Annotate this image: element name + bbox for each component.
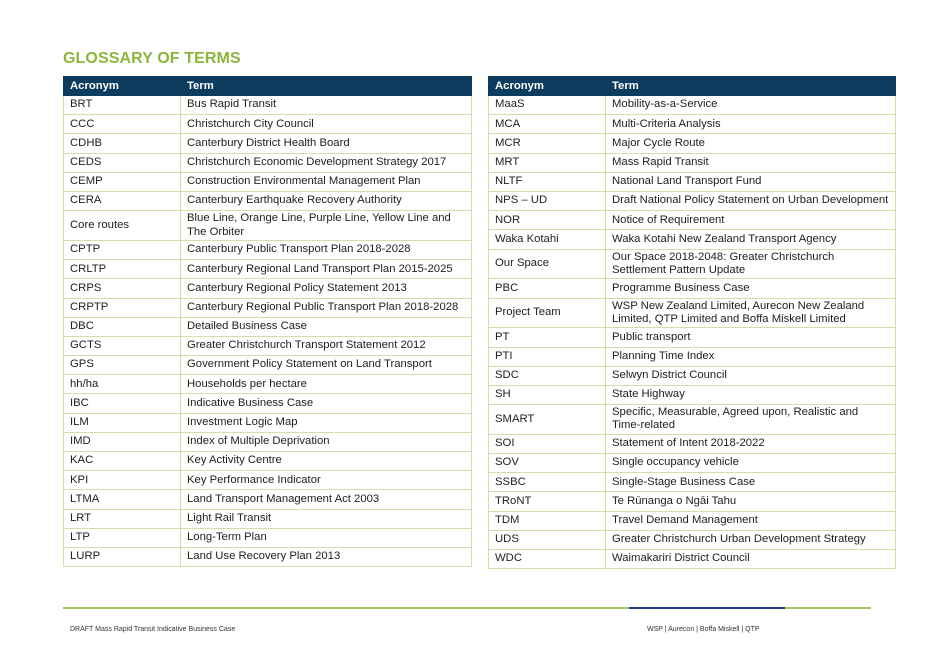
acronym-cell: Waka Kotahi	[489, 230, 606, 249]
term-cell: Our Space 2018-2048: Greater Christchurch Settlement Pattern Update	[606, 249, 896, 279]
acronym-cell: LRT	[64, 509, 181, 528]
acronym-cell: GCTS	[64, 336, 181, 355]
table-row	[489, 249, 896, 279]
acronym-cell: WDC	[489, 550, 606, 569]
acronym-cell: CCC	[64, 115, 181, 134]
term-cell: Christchurch Economic Development Strategy 2017	[181, 153, 472, 172]
term-cell: Index of Multiple Deprivation	[181, 432, 472, 451]
table-row	[489, 230, 896, 249]
term-cell: Key Performance Indicator	[181, 471, 472, 490]
acronym-cell: CRLTP	[64, 260, 181, 279]
glossary-right-body	[489, 96, 896, 569]
acronym-cell: ILM	[64, 413, 181, 432]
acronym-cell: Our Space	[489, 249, 606, 279]
acronym-cell: MCR	[489, 134, 606, 153]
table-row	[489, 405, 896, 435]
term-cell: Canterbury Regional Public Transport Plan 2018-2028	[181, 298, 472, 317]
table-row	[64, 432, 472, 451]
acronym-cell: TDM	[489, 511, 606, 530]
table-row	[64, 356, 472, 375]
table-row	[64, 211, 472, 241]
term-cell: Christchurch City Council	[181, 115, 472, 134]
term-cell: Statement of Intent 2018-2022	[606, 434, 896, 453]
acronym-cell: PBC	[489, 279, 606, 298]
acronym-cell: CRPS	[64, 279, 181, 298]
acronym-cell: PTI	[489, 347, 606, 366]
table-row	[64, 260, 472, 279]
table-row	[489, 550, 896, 569]
acronym-cell: SSBC	[489, 473, 606, 492]
acronym-cell: NLTF	[489, 172, 606, 191]
table-row	[489, 115, 896, 134]
acronym-cell: KAC	[64, 452, 181, 471]
acronym-cell: CDHB	[64, 134, 181, 153]
acronym-cell: BRT	[64, 96, 181, 115]
term-cell: Land Transport Management Act 2003	[181, 490, 472, 509]
acronym-cell: GPS	[64, 356, 181, 375]
term-cell: Blue Line, Orange Line, Purple Line, Yellow Line and The Orbiter	[181, 211, 472, 241]
term-cell: Single-Stage Business Case	[606, 473, 896, 492]
table-row	[489, 492, 896, 511]
acronym-cell: CEDS	[64, 153, 181, 172]
term-column-header: Term	[606, 77, 896, 96]
acronym-cell: CRPTP	[64, 298, 181, 317]
table-row	[64, 394, 472, 413]
table-row	[489, 454, 896, 473]
acronym-cell: SOI	[489, 434, 606, 453]
term-cell: Planning Time Index	[606, 347, 896, 366]
footer-document-title: DRAFT Mass Rapid Transit Indicative Business Case	[70, 626, 236, 633]
term-cell: Canterbury Public Transport Plan 2018-2028	[181, 240, 472, 259]
acronym-cell: SMART	[489, 405, 606, 435]
glossary-table-right	[488, 76, 896, 569]
table-row	[489, 473, 896, 492]
acronym-cell: LTMA	[64, 490, 181, 509]
table-row	[489, 172, 896, 191]
term-cell: Government Policy Statement on Land Transport	[181, 356, 472, 375]
term-cell: Waimakariri District Council	[606, 550, 896, 569]
table-row	[489, 511, 896, 530]
table-row	[489, 298, 896, 328]
table-row	[64, 509, 472, 528]
table-row	[489, 347, 896, 366]
term-cell: Mobility-as-a-Service	[606, 96, 896, 115]
acronym-cell: CPTP	[64, 240, 181, 259]
term-cell: Greater Christchurch Transport Statement 2012	[181, 336, 472, 355]
table-row	[489, 279, 896, 298]
term-cell: Canterbury Earthquake Recovery Authority	[181, 191, 472, 210]
acronym-cell: SOV	[489, 454, 606, 473]
page-title: GLOSSARY OF TERMS	[63, 50, 241, 67]
acronym-cell: IMD	[64, 432, 181, 451]
term-cell: Key Activity Centre	[181, 452, 472, 471]
acronym-cell: SH	[489, 385, 606, 404]
footer-authors: WSP | Aurecon | Boffa Miskell | QTP	[647, 626, 760, 633]
glossary-table-left	[63, 76, 472, 567]
term-cell: Travel Demand Management	[606, 511, 896, 530]
term-cell: State Highway	[606, 385, 896, 404]
acronym-cell: Project Team	[489, 298, 606, 328]
acronym-cell: MCA	[489, 115, 606, 134]
term-column-header: Term	[181, 77, 472, 96]
term-cell: Detailed Business Case	[181, 317, 472, 336]
table-header-row	[489, 77, 896, 96]
acronym-column-header: Acronym	[64, 77, 181, 96]
table-row	[489, 366, 896, 385]
table-row	[64, 375, 472, 394]
term-cell: National Land Transport Fund	[606, 172, 896, 191]
table-row	[64, 471, 472, 490]
table-row	[489, 191, 896, 210]
table-row	[64, 115, 472, 134]
acronym-column-header: Acronym	[489, 77, 606, 96]
table-row	[64, 490, 472, 509]
table-row	[64, 317, 472, 336]
term-cell: Bus Rapid Transit	[181, 96, 472, 115]
acronym-cell: NOR	[489, 211, 606, 230]
term-cell: Waka Kotahi New Zealand Transport Agency	[606, 230, 896, 249]
term-cell: Canterbury District Health Board	[181, 134, 472, 153]
glossary-left-body	[64, 96, 472, 567]
acronym-cell: CERA	[64, 191, 181, 210]
acronym-cell: Core routes	[64, 211, 181, 241]
term-cell: Construction Environmental Management Plan	[181, 172, 472, 191]
table-row	[64, 191, 472, 210]
acronym-cell: IBC	[64, 394, 181, 413]
acronym-cell: CEMP	[64, 172, 181, 191]
table-row	[64, 172, 472, 191]
term-cell: Light Rail Transit	[181, 509, 472, 528]
term-cell: Long-Term Plan	[181, 528, 472, 547]
term-cell: WSP New Zealand Limited, Aurecon New Zealand Limited, QTP Limited and Boffa Miskell Limited	[606, 298, 896, 328]
acronym-cell: MaaS	[489, 96, 606, 115]
acronym-cell: NPS – UD	[489, 191, 606, 210]
table-row	[64, 279, 472, 298]
acronym-cell: LTP	[64, 528, 181, 547]
footer-divider-accent	[629, 607, 785, 609]
table-row	[64, 298, 472, 317]
table-row	[489, 153, 896, 172]
table-row	[489, 96, 896, 115]
table-row	[64, 547, 472, 566]
term-cell: Investment Logic Map	[181, 413, 472, 432]
table-row	[489, 530, 896, 549]
term-cell: Notice of Requirement	[606, 211, 896, 230]
term-cell: Canterbury Regional Policy Statement 2013	[181, 279, 472, 298]
term-cell: Draft National Policy Statement on Urban Development	[606, 191, 896, 210]
table-row	[489, 211, 896, 230]
table-row	[64, 452, 472, 471]
term-cell: Greater Christchurch Urban Development Strategy	[606, 530, 896, 549]
term-cell: Canterbury Regional Land Transport Plan 2015-2025	[181, 260, 472, 279]
term-cell: Selwyn District Council	[606, 366, 896, 385]
term-cell: Land Use Recovery Plan 2013	[181, 547, 472, 566]
table-row	[64, 153, 472, 172]
table-row	[489, 134, 896, 153]
term-cell: Households per hectare	[181, 375, 472, 394]
acronym-cell: PT	[489, 328, 606, 347]
table-row	[64, 413, 472, 432]
table-row	[489, 385, 896, 404]
term-cell: Programme Business Case	[606, 279, 896, 298]
acronym-cell: TRoNT	[489, 492, 606, 511]
term-cell: Indicative Business Case	[181, 394, 472, 413]
table-row	[64, 528, 472, 547]
acronym-cell: UDS	[489, 530, 606, 549]
term-cell: Major Cycle Route	[606, 134, 896, 153]
table-row	[489, 434, 896, 453]
term-cell: Multi-Criteria Analysis	[606, 115, 896, 134]
table-row	[64, 134, 472, 153]
table-row	[489, 328, 896, 347]
acronym-cell: LURP	[64, 547, 181, 566]
term-cell: Single occupancy vehicle	[606, 454, 896, 473]
acronym-cell: hh/ha	[64, 375, 181, 394]
term-cell: Specific, Measurable, Agreed upon, Realistic and Time-related	[606, 405, 896, 435]
table-header-row	[64, 77, 472, 96]
acronym-cell: MRT	[489, 153, 606, 172]
acronym-cell: DBC	[64, 317, 181, 336]
term-cell: Te Rūnanga o Ngāi Tahu	[606, 492, 896, 511]
table-row	[64, 240, 472, 259]
term-cell: Public transport	[606, 328, 896, 347]
acronym-cell: SDC	[489, 366, 606, 385]
table-row	[64, 336, 472, 355]
term-cell: Mass Rapid Transit	[606, 153, 896, 172]
acronym-cell: KPI	[64, 471, 181, 490]
table-row	[64, 96, 472, 115]
